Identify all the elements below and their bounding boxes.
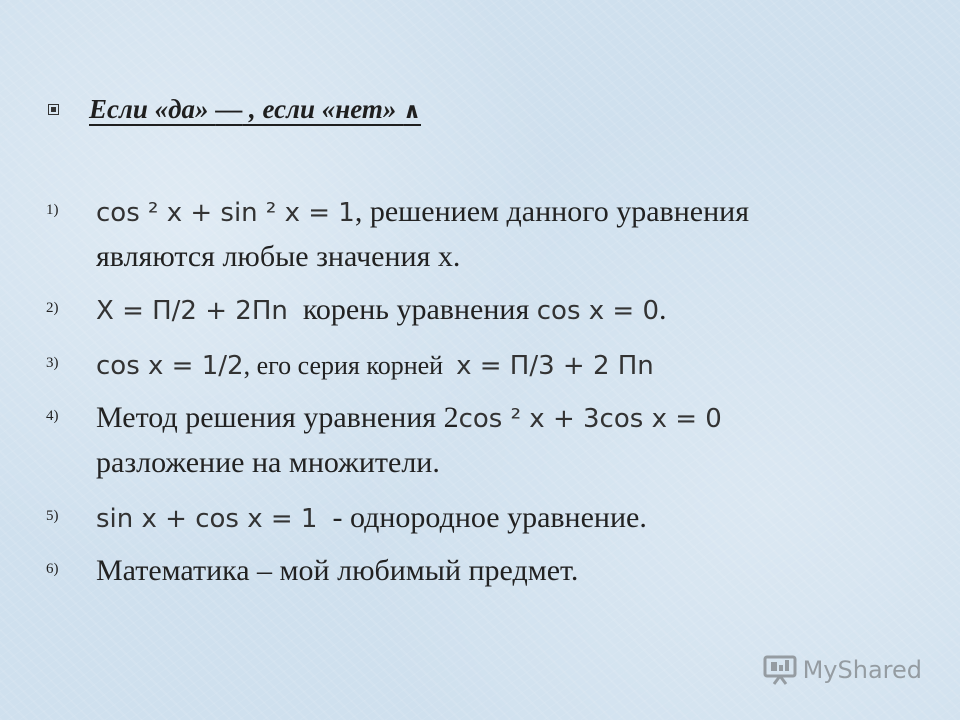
item-text <box>96 496 647 541</box>
list-item-3 <box>46 343 654 388</box>
item-number: 3) <box>46 355 59 371</box>
item-text-part: Метод решения уравнения 2 <box>96 401 459 434</box>
item-formula: cos ² x + sin ² x = 1 <box>96 198 355 228</box>
watermark-label: MyShared <box>802 656 922 684</box>
list-item-1 <box>46 190 749 279</box>
item-formula: cos x = 1/2 <box>96 351 244 381</box>
item-number: 2) <box>46 300 59 316</box>
item-number: 1) <box>46 202 59 218</box>
item-text-part: , его серия корней <box>243 351 457 380</box>
list-item-4 <box>46 396 722 485</box>
list-item-5 <box>46 496 647 541</box>
item-text-line2: разложение на множители. <box>96 446 440 479</box>
item-text <box>96 396 722 485</box>
item-text-part: - однородное уравнение. <box>317 501 647 534</box>
item-text <box>96 288 667 333</box>
item-text <box>96 190 749 279</box>
item-formula: X = П/2 + 2Пn <box>96 296 288 326</box>
item-formula: cos ² x + 3cos x = 0 <box>458 404 722 434</box>
item-formula-2: cos x = 0 <box>536 296 660 326</box>
item-number: 6) <box>46 561 59 577</box>
dash-mark: — <box>215 93 243 124</box>
item-formula: sin x + cos x = 1 <box>96 504 318 534</box>
list-item-2 <box>46 288 667 333</box>
item-text <box>96 549 578 593</box>
item-number: 4) <box>46 408 59 424</box>
item-formula-2: x = П/3 + 2 Пn <box>456 351 654 381</box>
chevron-mark: ∧ <box>403 98 421 124</box>
item-text-part: Математика – мой любимый предмет. <box>96 554 579 587</box>
projector-screen-icon <box>763 655 797 685</box>
list-item-6 <box>46 549 578 593</box>
square-bullet-icon <box>48 104 59 115</box>
heading-part2: , если «нет» <box>242 93 404 124</box>
item-text-part: , решением данного уравнения <box>354 195 750 228</box>
watermark-logo <box>763 655 922 685</box>
heading-part1: Если «да» <box>89 93 216 124</box>
item-text-part: корень уравнения <box>287 293 537 326</box>
item-text <box>96 343 654 388</box>
heading <box>48 90 421 128</box>
item-tail: . <box>659 293 667 326</box>
item-number: 5) <box>46 508 59 524</box>
item-text-line2: являются любые значения x. <box>96 240 461 273</box>
heading-text <box>89 94 421 125</box>
